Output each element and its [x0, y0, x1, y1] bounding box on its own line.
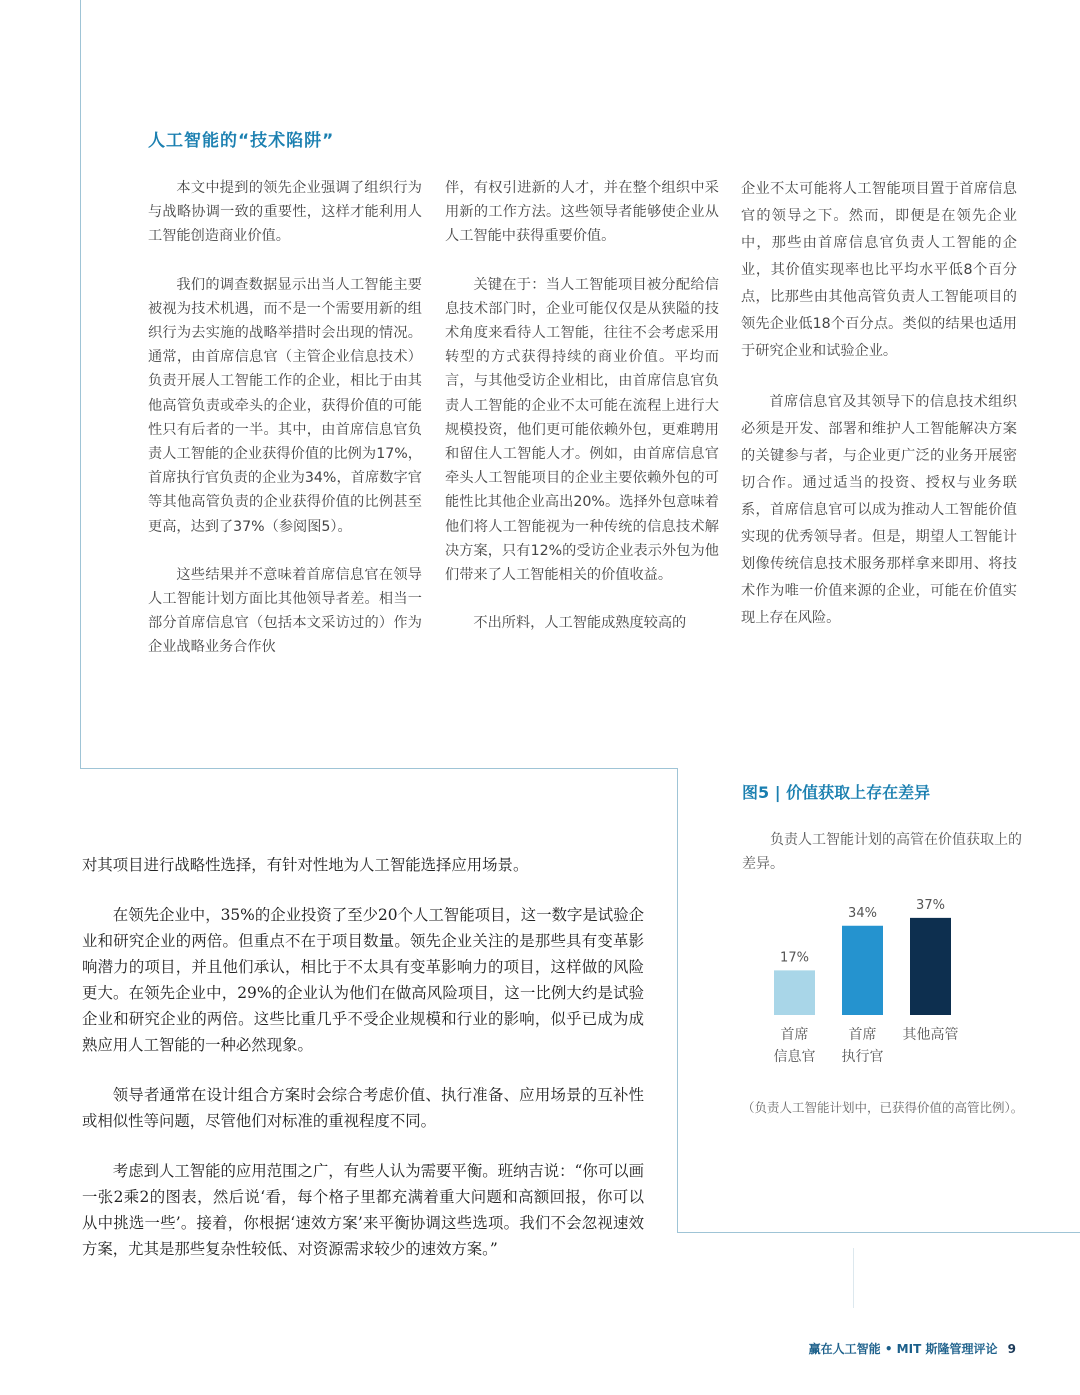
category-label-1: 首席信息官 [773, 1027, 816, 1065]
category-label-2: 首席执行官 [841, 1027, 884, 1065]
col2-paragraph-1: 伴，有权引进新的人才，并在整个组织中采用新的工作方法。这些领导者能够使企业从人工智能中获得重要价值。 [445, 180, 719, 245]
col1-paragraph-2: 我们的调查数据显示出当人工智能主要被视为技术机遇，而不是一个需要用新的组织行为去实施的战略举措时会出现的情况。通常，由首席信息官（主管企业信息技术）负责开展人工智能工作的企业，相比于由其他高管负责或牵头的企业，获得价值的可能性只有后者的一半。其中，由首席信息官负责人工智能的企业获得价值的比例为17%，首席执行官负责的企业为34%，首席数字官等其他高管负责的企业获得价值的比例甚至更高，达到了37%（参阅图5）。 [148, 276, 422, 535]
frame-line-bottom [677, 1232, 1080, 1233]
value-label-2: 34% [848, 905, 877, 921]
frame-line-mid [80, 768, 677, 769]
frame-line-left [80, 0, 81, 768]
bar-1 [774, 970, 815, 1015]
column-3 [741, 176, 1017, 656]
col3-paragraph-2: 首席信息官及其领导下的信息技术组织必须是开发、部署和维护人工智能解决方案的关键参与者，与企业更广泛的业务开展密切合作。通过适当的投资、授权与业务联系，首席信息官可以成为推动人工智能价值实现的优秀领导者。但是，期望人工智能计划像传统信息技术服务那样拿来即用、将技术作为唯一价值来源的企业，可能在价值实现上存在风险。 [741, 394, 1017, 626]
bar-3 [910, 918, 951, 1015]
figure-subtitle: 负责人工智能计划的高管在价值获取上的差异。 [742, 832, 1022, 872]
bar-2 [842, 926, 883, 1015]
value-label-3: 37% [916, 897, 945, 913]
footer-divider [853, 1248, 854, 1308]
col2-paragraph-3: 不出所料，人工智能成熟度较高的 [473, 615, 687, 632]
value-label-1: 17% [780, 950, 809, 966]
figure-title: 图5 | 价值获取上存在差异 [742, 783, 931, 802]
lower-text [82, 852, 644, 1286]
lower-paragraph-1: 对其项目进行战略性选择，有针对性地为人工智能选择应用场景。 [82, 856, 529, 874]
lower-paragraph-4: 考虑到人工智能的应用范围之广，有些人认为需要平衡。班纳吉说：“你可以画一张2乘2的图表，然后说‘看，每个格子里都充满着重大问题和高额回报，你可以从中挑选一些’。接着，你根据‘速效方案’来平衡协调这些选项。我们不会忽视速效方案，尤其是那些复杂性较低、对资源需求较少的速效方案。” [82, 1162, 644, 1258]
column-1 [148, 176, 422, 684]
column-2 [445, 176, 719, 659]
lower-paragraph-3: 领导者通常在设计组合方案时会综合考虑价值、执行准备、应用场景的互补性或相似性等问题，尽管他们对标准的重视程度不同。 [82, 1086, 644, 1130]
figure-note: （负责人工智能计划中，已获得价值的高管比例）。 [742, 1100, 1024, 1115]
frame-line-right [677, 768, 678, 1232]
bar-chart [742, 890, 1002, 1080]
page-number: 9 [1007, 1342, 1016, 1356]
category-label-3: 其他高管 [902, 1027, 959, 1043]
col2-paragraph-2: 关键在于：当人工智能项目被分配给信息技术部门时，企业可能仅仅是从狭隘的技术角度来看待人工智能，往往不会考虑采用转型的方式获得持续的商业价值。平均而言，与其他受访企业相比，由首席信息官负责人工智能的企业不太可能在流程上进行大规模投资，他们更可能依赖外包，更难聘用和留住人工智能人才。例如，由首席信息官牵头人工智能项目的企业主要依赖外包的可能性比其他企业高出20%。选择外包意味着他们将人工智能视为一种传统的信息技术解决方案，只有12%的受访企业表示外包为他们带来了人工智能相关的价值收益。 [445, 276, 719, 584]
col3-paragraph-1: 企业不太可能将人工智能项目置于首席信息官的领导之下。然而，即便是在领先企业中，那些由首席信息官负责人工智能的企业，其价值实现率也比平均水平低8个百分点，比那些由其他高管负责人工智能项目的领先企业低18个百分点。类似的结果也适用于研究企业和试验企业。 [741, 181, 1017, 359]
col1-paragraph-1: 本文中提到的领先企业强调了组织行为与战略协调一致的重要性，这样才能利用人工智能创造商业价值。 [148, 180, 422, 245]
section-title: 人工智能的“技术陷阱” [148, 131, 335, 151]
page-footer [809, 1340, 1016, 1357]
footer-text: 赢在人工智能 • MIT 斯隆管理评论 [808, 1342, 998, 1356]
lower-paragraph-2: 在领先企业中，35%的企业投资了至少20个人工智能项目，这一数字是试验企业和研究企业的两倍。但重点不在于项目数量。领先企业关注的是那些具有变革影响潜力的项目，并且他们承认，相比于不太具有变革影响力的项目，这样做的风险更大。在领先企业中，29%的企业认为他们在做高风险项目，这一比例大约是试验企业和研究企业的两倍。这些比重几乎不受企业规模和行业的影响，似乎已成为成熟应用人工智能的一种必然现象。 [82, 906, 644, 1054]
col1-paragraph-3: 这些结果并不意味着首席信息官在领导人工智能计划方面比其他领导者差。相当一部分首席信息官（包括本文采访过的）作为企业战略业务合作伙 [148, 566, 422, 656]
